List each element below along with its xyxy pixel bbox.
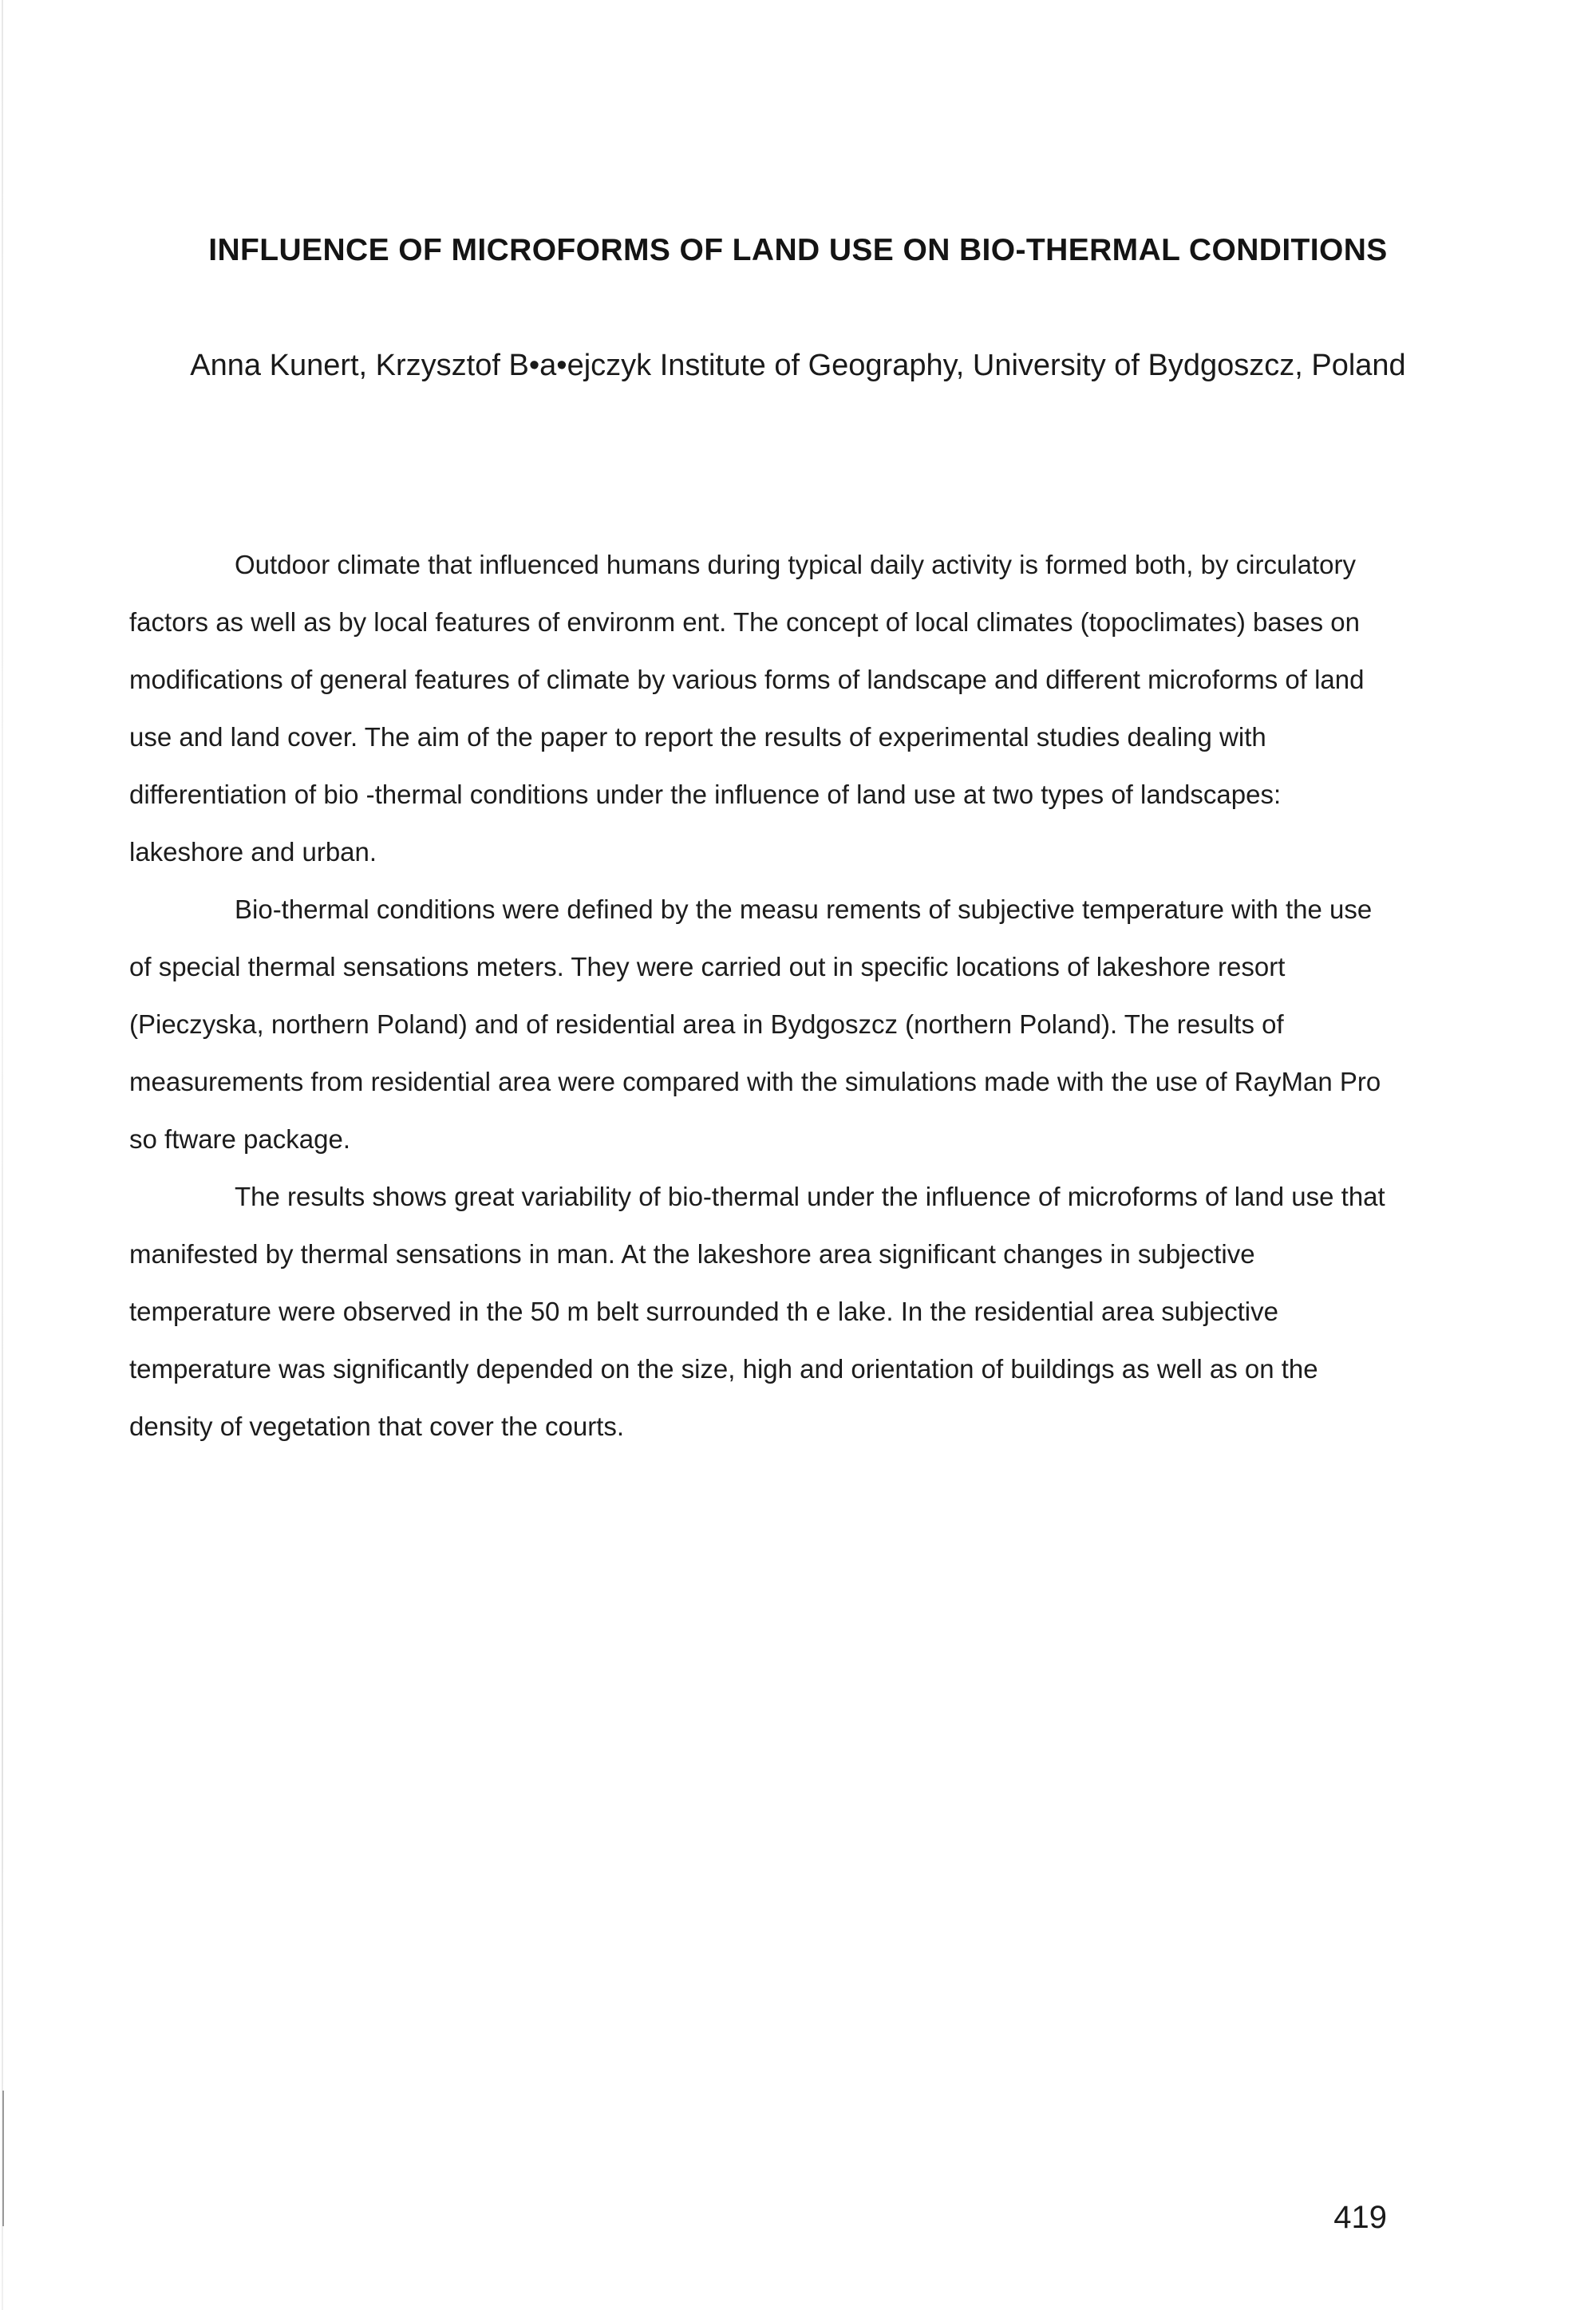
abstract-paragraph-3: The results shows great variability of bio-thermal under the influence of microforms of land use that manifested by thermal sensations in man. At the lakeshore area significant changes in subjective temperature were observed in the 50 m belt surrounded th e lake. In the residential area subjective temperature was significantly depended on the size, high and orientation of buildings as well as on the density of vegetation that cover the courts. (129, 1182, 1385, 1441)
scan-edge-shadow (2, 0, 3, 2310)
paper-title: INFLUENCE OF MICROFORMS OF LAND USE ON BIO-THERMAL CONDITIONS (208, 233, 1388, 267)
scan-edge-mark (2, 2091, 4, 2226)
page-number: 419 (1333, 2200, 1387, 2235)
abstract-body (129, 536, 1389, 1455)
abstract-paragraph-2: Bio-thermal conditions were defined by the measu rements of subjective temperature with the use of special thermal sensations meters. They were carried out in specific locations of lakeshore resort (Pieczyska, northern Poland) and of residential area in Bydgoszcz (northern Poland). The results of measurements from residential area were compared with the simulations made with the use of RayMan Pro so ftware package. (129, 894, 1381, 1154)
abstract-paragraph-1: Outdoor climate that influenced humans during typical daily activity is formed both, by circulatory factors as well as by local features of environm ent. The concept of local climates (topoclimates) bases on modifications of general features of climate by various forms of landscape and different microforms of land use and land cover. The aim of the paper to report the results of experimental studies dealing with differentiation of bio -thermal conditions under the influence of land use at two types of landscapes: lakeshore and urban. (129, 550, 1365, 867)
author-affiliation-line: Anna Kunert, Krzysztof B•a•ejczyk Institute of Geography, University of Bydgoszcz, Poland (190, 349, 1406, 382)
